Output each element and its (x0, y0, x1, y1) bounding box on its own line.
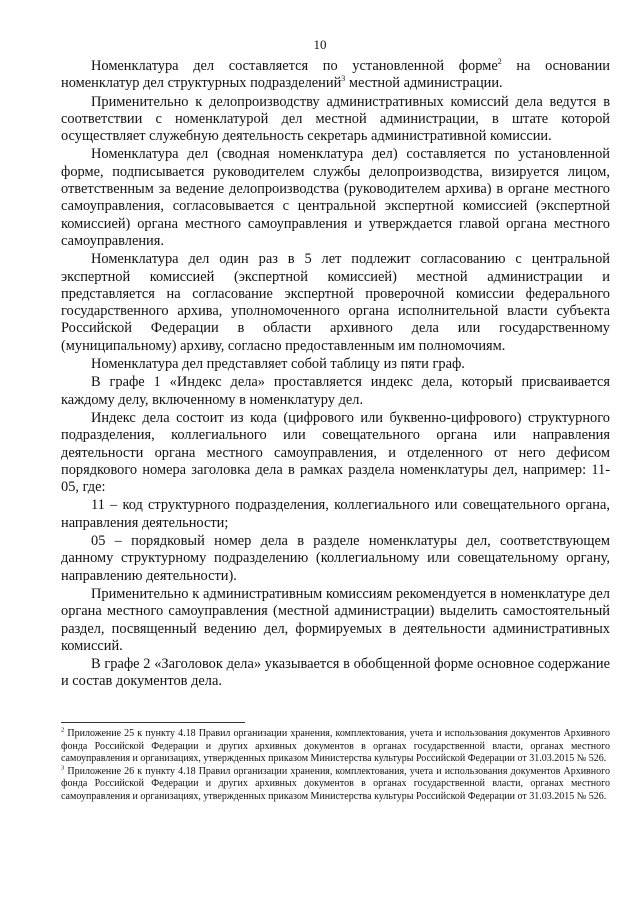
document-body (61, 58, 610, 691)
footnote-3-number: 3 (61, 764, 65, 772)
footnote-separator (61, 722, 245, 723)
paragraph-6: В графе 1 «Индекс дела» проставляется индекс дела, который присваивается каждому делу, включенному в номенклатуру дел. (61, 374, 610, 408)
paragraph-9: 05 – порядковый номер дела в разделе номенклатуры дел, соответствующем данному структурному подразделению (коллегиальному или совещательному органу, направлению деятельности). (61, 533, 610, 584)
paragraph-5: Номенклатура дел представляет собой таблицу из пяти граф. (91, 356, 465, 373)
footnote-ref-2[interactable]: 2 (497, 57, 502, 67)
paragraph-3: Номенклатура дел (сводная номенклатура дел) составляется по установленной форме, подписывается руководителем службы делопроизводства, визируется лицом, ответственным за ведение делопроизводства (руководителем архива) в органе местного самоуправления, согласовывается с центральной экспертной комиссией (экспертной комиссией) органа местного самоуправления и утверждается главой органа местного самоуправления. (61, 146, 610, 249)
footnotes (61, 728, 610, 804)
paragraph-10: Применительно к административным комиссиям рекомендуется в номенклатуре дел органа местного самоуправления (местной администрации) выделить самостоятельный раздел, посвященный ведению дел, формируемых в деятельности административных комиссий. (61, 585, 610, 654)
footnote-3-text: Приложение 26 к пункту 4.18 Правил организации хранения, комплектования, учета и использования документов Архивного фонда Российской Федерации и других архивных документов в органах государственной власти, органах местного самоуправления и организациях, утвержденных приказом Министерства культуры Российской Федерации от 31.03.2015 № 526. (61, 765, 610, 802)
footnote-2-text: Приложение 25 к пункту 4.18 Правил организации хранения, комплектования, учета и использования документов Архивного фонда Российской Федерации и других архивных документов в органах государственной власти, органах местного самоуправления и организациях, утвержденных приказом Министерства культуры Российской Федерации от 31.03.2015 № 526. (61, 728, 610, 765)
paragraph-1-part-b: на основании номенклатур дел структурных подразделений (61, 58, 611, 92)
footnote-2-number: 2 (61, 726, 65, 734)
paragraph-1-part-c: местной администрации. (345, 75, 503, 92)
footnote-2 (61, 728, 610, 766)
page-number: 10 (313, 37, 327, 52)
paragraph-8: 11 – код структурного подразделения, коллегиального или совещательного органа, направления деятельности; (61, 497, 610, 531)
paragraph-7: Индекс дела состоит из кода (цифрового или буквенно-цифрового) структурного подразделения, коллегиального или совещательного органа или направления деятельности органа местного самоуправления, и отделенного от него дефисом порядкового номера заголовка дела в рамках раздела номенклатуры дел, например: 11-05, где: (61, 409, 610, 496)
footnote-ref-3[interactable]: 3 (341, 74, 346, 84)
paragraph-1 (61, 58, 610, 93)
paragraph-1-part-a: Номенклатура дел составляется по установленной форме (91, 58, 498, 74)
footnote-3 (61, 766, 610, 804)
paragraph-2: Применительно к делопроизводству административных комиссий дела ведутся в соответствии с номенклатурой дел местной администрации, в штате которой осуществляет служебную деятельность секретарь административной комиссии. (61, 93, 610, 145)
paragraph-4: Номенклатура дел один раз в 5 лет подлежит согласованию с центральной экспертной комиссией (экспертной комиссией) местной администрации и представляется на согласование экспертной проверочной комиссии федерального государственного архива, уполномоченного органа исполнительной власти субъекта Российской Федерации в области архивного дела или государственному (муниципальному) архиву, согласно предоставленным им полномочиям. (61, 251, 610, 354)
paragraph-11: В графе 2 «Заголовок дела» указывается в обобщенной форме основное содержание и состав документов дела. (61, 656, 610, 690)
